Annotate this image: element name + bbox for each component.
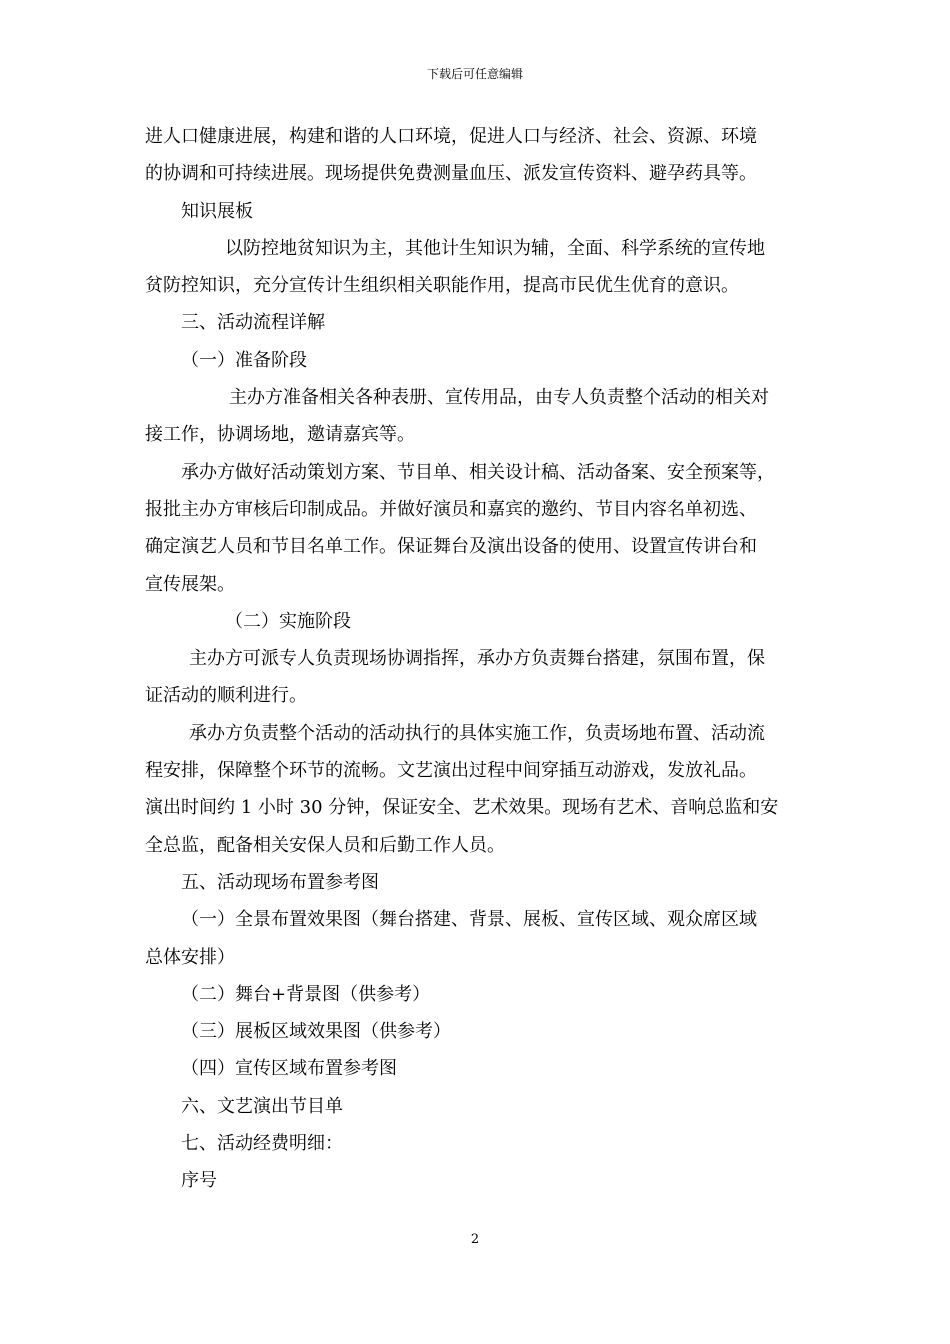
- body-line: 主办方准备相关各种表册、宣传用品，由专人负责整个活动的相关对: [229, 387, 769, 409]
- subsection-heading: （二）实施阶段: [225, 610, 351, 632]
- subsection-heading: （四）宣传区域布置参考图: [181, 1058, 397, 1080]
- body-line: 全总监，配备相关安保人员和后勤工作人员。: [145, 834, 505, 856]
- body-line: 的协调和可持续进展。现场提供免费测量血压、派发宣传资料、避孕药具等。: [145, 163, 757, 185]
- body-line: 进人口健康进展，构建和谐的人口环境，促进人口与经济、社会、资源、环境: [145, 126, 757, 147]
- section-heading: 六、文艺演出节目单: [181, 1095, 343, 1117]
- subsection-heading: （一）全景布置效果图（舞台搭建、背景、展板、宣传区域、观众席区域: [181, 909, 757, 931]
- body-line: 贫防控知识，充分宣传计生组织相关职能作用，提高市民优生优育的意识。: [145, 275, 739, 297]
- section-heading: 五、活动现场布置参考图: [181, 871, 379, 893]
- body-line: 主办方可派专人负责现场协调指挥，承办方负责舞台搭建，氛围布置，保: [189, 648, 765, 670]
- section-heading: 知识展板: [181, 200, 253, 222]
- body-line: 以防控地贫知识为主，其他计生知识为辅，全面、科学系统的宣传地: [225, 237, 765, 259]
- subsection-heading: （一）准备阶段: [181, 349, 307, 371]
- page-header: 下载后可任意编辑: [426, 67, 523, 81]
- body-line: 宣传展架。: [145, 573, 235, 595]
- body-line: 确定演艺人员和节目名单工作。保证舞台及演出设备的使用、设置宣传讲台和: [145, 536, 757, 558]
- body-line: 承办方负责整个活动的活动执行的具体实施工作，负责场地布置、活动流: [189, 722, 765, 744]
- section-heading: 三、活动流程详解: [181, 312, 325, 334]
- body-line: 演出时间约 1 小时 30 分钟，保证安全、艺术效果。现场有艺术、音响总监和安: [145, 797, 779, 819]
- body-line: 接工作，协调场地，邀请嘉宾等。: [145, 424, 415, 446]
- subsection-heading: （三）展板区域效果图（供参考）: [181, 1021, 451, 1043]
- subsection-heading: （二）舞台+背景图（供参考）: [181, 983, 431, 1005]
- section-heading: 七、活动经费明细：: [181, 1133, 343, 1155]
- page-number: 2: [470, 1232, 480, 1247]
- body-line: 承办方做好活动策划方案、节目单、相关设计稿、活动备案、安全预案等，: [181, 461, 775, 483]
- body-line: 总体安排）: [145, 946, 235, 968]
- body-line: 证活动的顺利进行。: [145, 685, 307, 707]
- document-body: [145, 118, 817, 1200]
- body-line: 报批主办方审核后印制成品。并做好演员和嘉宾的邀约、节目内容名单初选、: [145, 498, 757, 520]
- body-line: 程安排，保障整个环节的流畅。文艺演出过程中间穿插互动游戏，发放礼品。: [145, 760, 757, 782]
- table-header-label: 序号: [181, 1170, 217, 1192]
